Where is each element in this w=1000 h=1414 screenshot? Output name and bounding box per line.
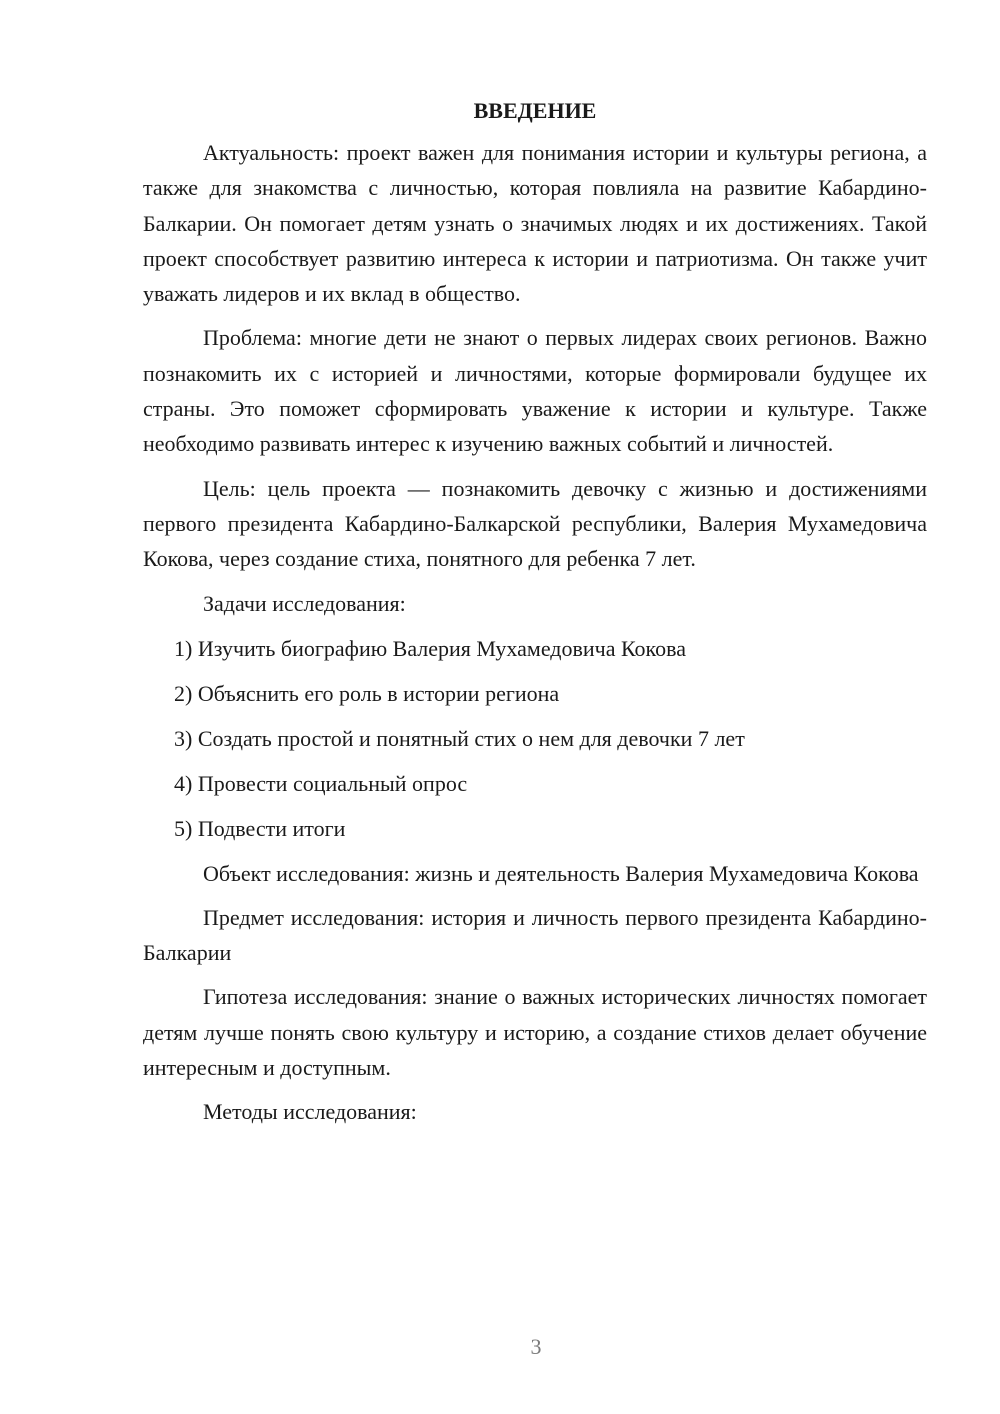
page-title: ВВЕДЕНИЕ — [473, 98, 597, 123]
problem-paragraph: Проблема: многие дети не знают о первых лидерах своих регионов. Важно познакомить их с историей и личностями, которые формировали будущее их страны. Это поможет сформировать уважение к истории и культуре. Также необходимо развивать интерес к изучению важных событий и личностей. — [143, 325, 927, 457]
list-item: 5) Подвести итоги — [174, 815, 346, 841]
task-list — [143, 631, 927, 846]
page-number: 3 — [530, 1334, 542, 1359]
list-item: 3) Создать простой и понятный стих о нем для девочки 7 лет — [174, 725, 745, 751]
research-object-paragraph: Объект исследования: жизнь и деятельность Валерия Мухамедовича Кокова — [203, 860, 919, 886]
list-item: 1) Изучить биографию Валерия Мухамедовича Кокова — [174, 635, 686, 661]
hypothesis-paragraph: Гипотеза исследования: знание о важных исторических личностях помогает детям лучше понять свою культуру и историю, а создание стихов делает обучение интересным и доступным. — [143, 984, 927, 1081]
tasks-title: Задачи исследования: — [203, 590, 406, 616]
methods-paragraph: Методы исследования: — [203, 1099, 417, 1125]
list-item: 2) Объяснить его роль в истории региона — [174, 680, 560, 706]
goal-paragraph: Цель: цель проекта — познакомить девочку с жизнью и достижениями первого президента Кабардино-Балкарской республики, Валерия Мухамедовича Кокова, через создание стиха, понятного для ребенка 7 лет. — [143, 475, 927, 572]
research-subject-paragraph: Предмет исследования: история и личность первого президента Кабардино-Балкарии — [143, 904, 927, 966]
document-page — [143, 96, 927, 1139]
list-item: 4) Провести социальный опрос — [174, 770, 468, 796]
relevance-paragraph: Актуальность: проект важен для понимания истории и культуры региона, а также для знакомства с личностью, которая повлияла на развитие Кабардино-Балкарии. Он помогает детям узнать о значимых людях и их достижениях. Такой проект способствует развитию интереса к истории и патриотизма. Он также учит уважать лидеров и их вклад в общество. — [143, 140, 927, 307]
